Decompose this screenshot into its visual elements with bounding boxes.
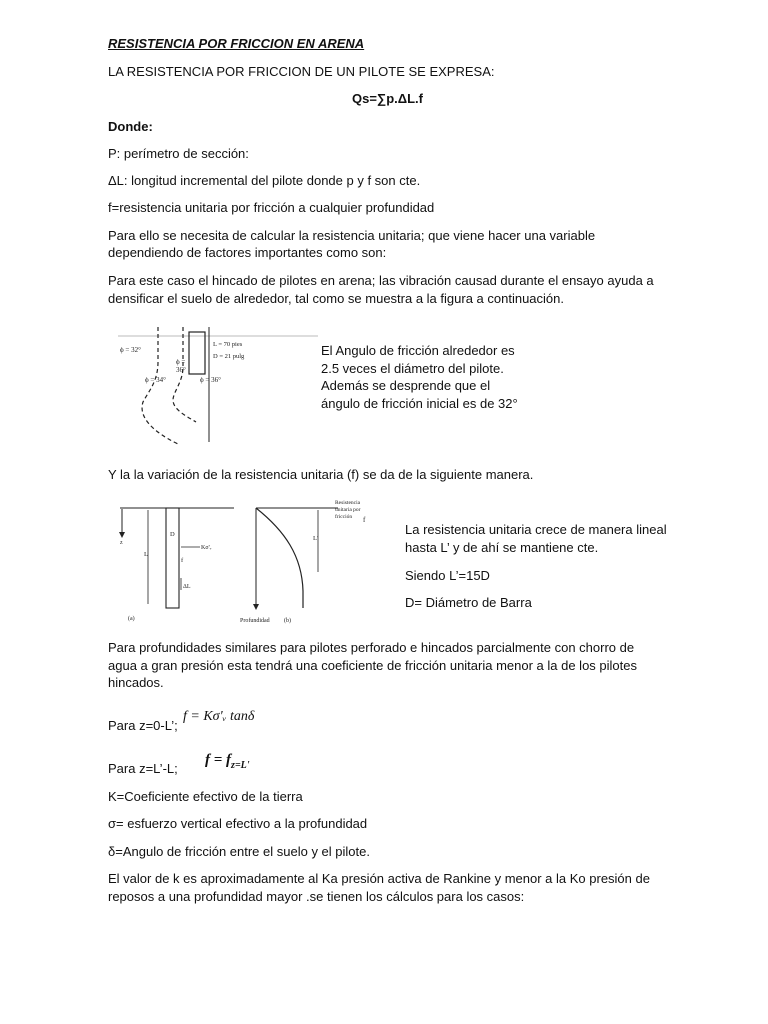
- figure-caption-b: (b): [284, 618, 291, 624]
- para-z2-label: Para z=L’-L;: [108, 761, 178, 776]
- paragraph-hincado-line2: densificar el suelo de alrededor, tal como se muestra a la figura a continuación.: [108, 291, 564, 306]
- paragraph-para-ello-line2: dependiendo de factores importantes como son:: [108, 245, 387, 260]
- paragraph-perforado-line3: hincados.: [108, 675, 164, 690]
- phi-pile-value: 36°: [176, 366, 186, 374]
- definition-sigma: σ= esfuerzo vertical efectivo a la profundidad: [108, 816, 368, 831]
- figure-friction-angle: [118, 322, 318, 452]
- figure1-note-line1: El Angulo de fricción alrededor es: [321, 343, 515, 358]
- phi-34-label: ϕ = 34°: [145, 376, 166, 384]
- definition-f: f=resistencia unitaria por fricción a cualquier profundidad: [108, 200, 435, 215]
- paragraph-perforado-line2: agua a gran presión esta tendrá una coeficiente de fricción unitaria menor a la de los pilotes: [108, 658, 637, 673]
- figure-pile-diagram: [118, 500, 236, 625]
- definition-p: P: perímetro de sección:: [108, 146, 249, 161]
- delta-l-label: ΔL: [183, 584, 191, 590]
- phi-pile-label: ϕ =: [176, 358, 186, 366]
- siendo-text: Siendo L’=15D: [405, 568, 490, 583]
- pile-diameter-label: D = 21 pulg: [213, 353, 245, 360]
- curve-Lprime-label: L': [313, 535, 319, 542]
- main-formula: Qs=∑p.ΔL.f: [352, 91, 423, 106]
- definition-delta: δ=Angulo de fricción entre el suelo y el pilote.: [108, 844, 370, 859]
- variacion-text: Y la la variación de la resistencia unitaria (f) se da de la siguiente manera.: [108, 467, 534, 482]
- resistance-label-line2: unitaria por: [335, 507, 361, 513]
- formula-z2-main: f = f: [205, 752, 232, 768]
- intro-text: LA RESISTENCIA POR FRICCION DE UN PILOTE SE EXPRESA:: [108, 64, 495, 79]
- formula-z2: [205, 751, 250, 775]
- figure1-note-line4: ángulo de fricción inicial es de 32°: [321, 396, 518, 411]
- pile-L-label: L: [144, 551, 148, 558]
- figure-unit-resistance-curve: [240, 496, 375, 626]
- pile-length-label: L = 70 pies: [213, 341, 243, 348]
- figure2-note-line2: hasta L’ y de ahí se mantiene cte.: [405, 540, 599, 555]
- phi-32-label: ϕ = 32°: [120, 346, 141, 354]
- donde-label: Donde:: [108, 119, 153, 134]
- paragraph-final-line1: El valor de k es aproximadamente al Ka presión activa de Rankine y menor a la Ko presión de: [108, 871, 650, 886]
- z-axis-label: z: [120, 540, 123, 546]
- resistance-f-label: f: [363, 516, 366, 524]
- pile-f-label: f: [181, 557, 184, 564]
- formula-z2-subscript: z=L': [231, 760, 250, 771]
- pressure-label: Kσ'ᵥ: [201, 545, 212, 551]
- resistance-label-line3: fricción: [335, 514, 353, 520]
- depth-axis-label: Profundidad: [240, 618, 270, 624]
- paragraph-perforado-line1: Para profundidades similares para pilotes perforado e hincados parcialmente con chorro de: [108, 640, 635, 655]
- figure1-note-line3: Además se desprende que el: [321, 378, 491, 393]
- paragraph-para-ello-line1: Para ello se necesita de calcular la resistencia unitaria; que viene hacer una variable: [108, 228, 596, 243]
- figure-caption-a: (a): [128, 616, 135, 622]
- formula-z1: f = Kσ'ᵥ tanδ: [183, 709, 255, 724]
- figure2-note-line1: La resistencia unitaria crece de manera lineal: [405, 522, 667, 537]
- diametro-text: D= Diámetro de Barra: [405, 595, 532, 610]
- pile-D-label: D: [170, 531, 175, 538]
- definition-delta-l: ΔL: longitud incremental del pilote donde p y f son cte.: [108, 173, 421, 188]
- resistance-label-line1: Resistencia: [335, 500, 361, 506]
- phi-36-label: ϕ = 36°: [200, 376, 221, 384]
- definition-K: K=Coeficiente efectivo de la tierra: [108, 789, 303, 804]
- para-z1-label: Para z=0-L’;: [108, 718, 178, 733]
- figure1-note-line2: 2.5 veces el diámetro del pilote.: [321, 361, 504, 376]
- paragraph-hincado-line1: Para este caso el hincado de pilotes en arena; las vibración causad durante el ensayo ayuda a: [108, 273, 654, 288]
- paragraph-final-line2: reposos a una profundidad mayor .se tienen los cálculos para los casos:: [108, 889, 525, 904]
- page-title: RESISTENCIA POR FRICCION EN ARENA: [108, 36, 365, 51]
